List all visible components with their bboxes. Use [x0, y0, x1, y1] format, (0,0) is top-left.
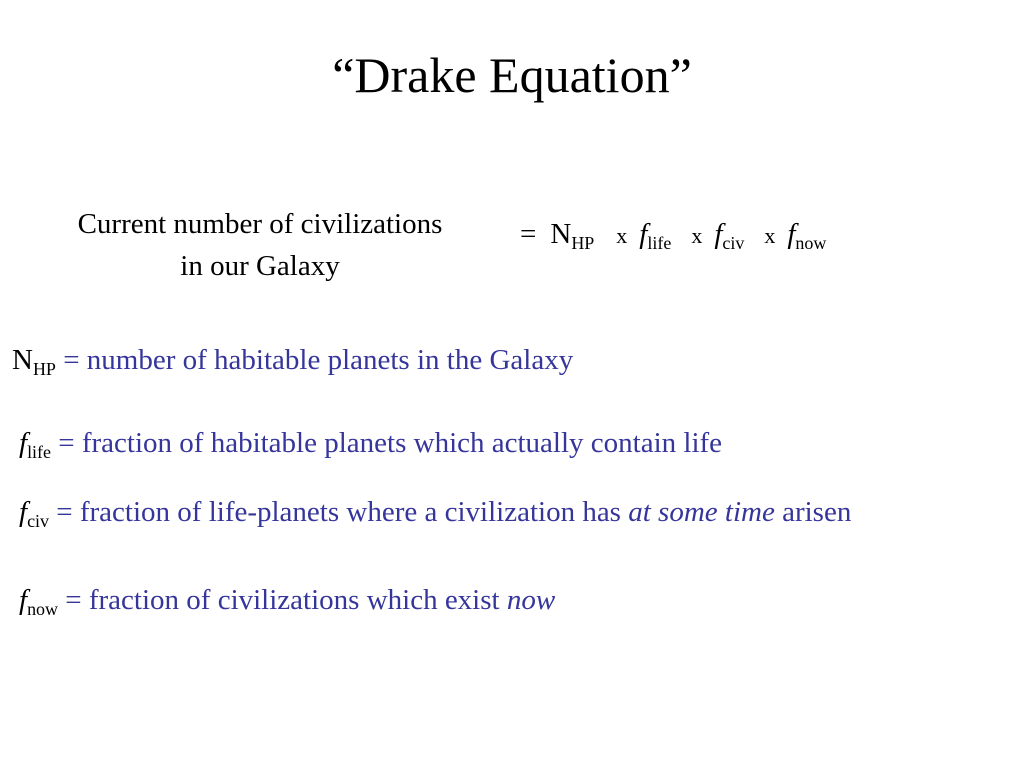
term-f-now — [787, 218, 827, 253]
symbol-f: f — [19, 496, 28, 528]
equation-left-side — [30, 203, 490, 287]
symbol-f: f — [19, 427, 28, 459]
symbol-f: f — [19, 584, 28, 616]
definition-text: = number of habitable planets in the Galaxy — [55, 344, 574, 376]
symbol-f: f — [787, 218, 796, 250]
subscript-civ: civ — [27, 510, 50, 531]
times-sign: x — [616, 223, 628, 248]
definition-symbol — [19, 584, 59, 619]
subscript-hp: HP — [571, 232, 595, 253]
definition-f-life — [19, 423, 722, 463]
symbol-n: N — [550, 218, 572, 250]
definition-n-hp — [12, 340, 573, 380]
subscript-now: now — [27, 598, 59, 619]
term-f-civ — [714, 218, 745, 253]
definition-symbol — [19, 496, 50, 531]
times-sign: x — [764, 223, 776, 248]
subscript-life: life — [647, 232, 672, 253]
definition-text: = fraction of habitable planets which actually contain life — [51, 427, 723, 459]
lhs-line-2: in our Galaxy — [180, 250, 340, 282]
definition-text: = fraction of civilizations which exist — [58, 584, 507, 616]
lhs-line-1: Current number of civilizations — [77, 208, 443, 240]
subscript-hp: HP — [32, 358, 56, 379]
subscript-civ: civ — [722, 232, 745, 253]
symbol-f: f — [639, 218, 648, 250]
term-f-life — [639, 218, 672, 253]
definition-text: = fraction of life-planets where a civilization has — [49, 496, 629, 528]
equation-right-side — [520, 214, 826, 256]
definition-symbol — [12, 344, 56, 379]
definition-text-end: arisen — [774, 496, 852, 528]
times-sign: x — [691, 223, 703, 248]
definition-f-now — [19, 580, 555, 620]
definition-emphasis: now — [506, 584, 556, 616]
definition-f-civ — [19, 492, 851, 532]
symbol-f: f — [714, 218, 723, 250]
term-n-hp — [550, 218, 595, 253]
subscript-life: life — [27, 441, 52, 462]
slide-title: “Drake Equation” — [332, 47, 692, 103]
equals-sign: = — [520, 218, 537, 250]
subscript-now: now — [795, 232, 827, 253]
symbol-n: N — [12, 344, 33, 376]
definition-emphasis: at some time — [628, 496, 775, 528]
definition-symbol — [19, 427, 52, 462]
